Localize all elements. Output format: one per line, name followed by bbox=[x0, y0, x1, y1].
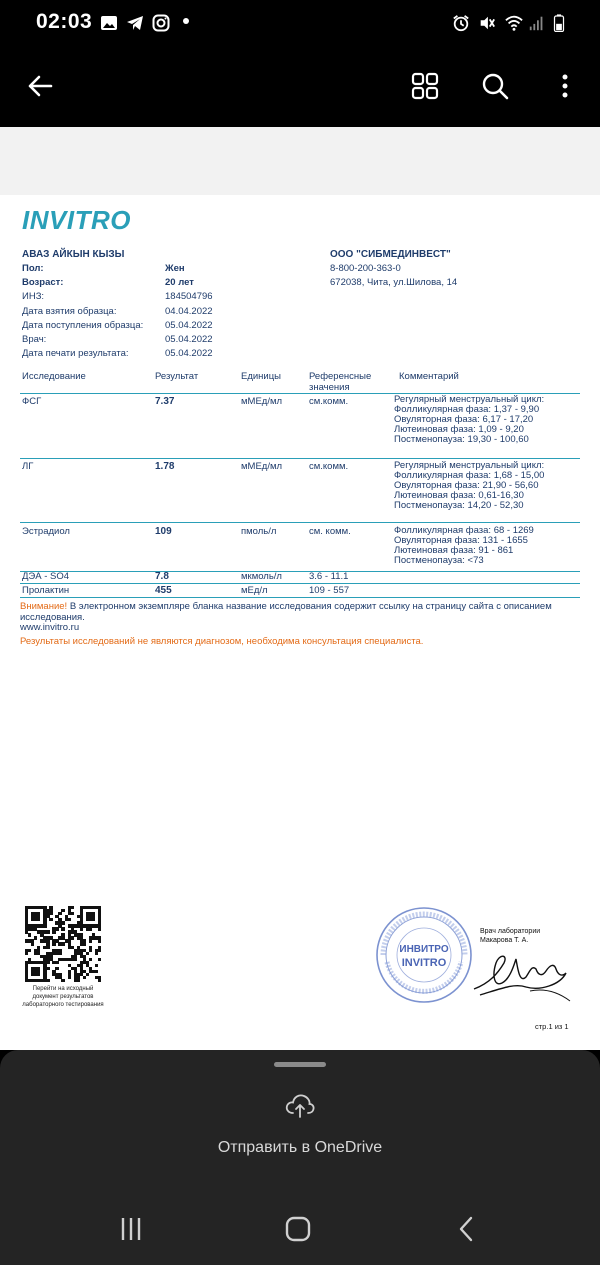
qr-module bbox=[71, 936, 74, 939]
qr-module bbox=[89, 927, 92, 930]
test-name-link[interactable]: ЛГ bbox=[22, 461, 34, 472]
notice-text-line2: исследования. bbox=[20, 612, 85, 623]
doctor-sign-title: Врач лаборатории bbox=[480, 928, 541, 935]
lab-address: 672038, Чита, ул.Шилова, 14 bbox=[330, 277, 458, 288]
website-link[interactable]: www.invitro.ru bbox=[20, 622, 80, 633]
notice-text: Внимание! В электронном экземпляре бланка название исследования содержит ссылку на страницу сайта с описанием bbox=[20, 601, 552, 612]
telegram-icon bbox=[126, 14, 144, 32]
qr-caption: Перейти на исходный документ результатов лабораторного тестирования bbox=[22, 986, 104, 1008]
qr-module bbox=[28, 949, 31, 952]
battery-icon bbox=[553, 14, 565, 32]
recent-apps-button[interactable] bbox=[91, 1205, 171, 1253]
qr-module bbox=[98, 958, 101, 961]
test-result: 7.37 bbox=[155, 396, 175, 407]
qr-module bbox=[61, 979, 64, 982]
qr-module bbox=[25, 952, 28, 955]
col-header-result: Результат bbox=[155, 371, 199, 382]
qr-module bbox=[61, 921, 64, 924]
test-unit: мМЕд/мл bbox=[241, 461, 283, 472]
inz-value: 184504796 bbox=[165, 291, 213, 302]
qr-module bbox=[68, 918, 71, 921]
qr-module bbox=[37, 918, 40, 921]
disclaimer-text: Результаты исследований не являются диагнозом, необходима консультация специалиста. bbox=[20, 636, 424, 647]
test-name-link[interactable]: Пролактин bbox=[22, 585, 70, 596]
document-viewer[interactable] bbox=[0, 127, 600, 1050]
age-label: Возраст: bbox=[22, 277, 64, 288]
send-to-onedrive-button[interactable] bbox=[0, 1090, 600, 1170]
table-divider bbox=[20, 597, 580, 598]
col-header-ref-line1: Референсные bbox=[309, 371, 372, 382]
chevron-left-icon bbox=[456, 1215, 476, 1243]
mute-icon bbox=[477, 14, 497, 32]
system-navigation-bar bbox=[0, 1193, 600, 1265]
col-header-units: Единицы bbox=[241, 371, 282, 382]
qr-module bbox=[55, 961, 58, 964]
test-result: 7.8 bbox=[155, 571, 169, 582]
test-result: 109 bbox=[155, 526, 172, 537]
more-options-button[interactable] bbox=[541, 62, 589, 110]
qr-module bbox=[61, 942, 64, 945]
qr-module bbox=[71, 912, 74, 915]
qr-module bbox=[58, 952, 61, 955]
test-comment: Фолликулярная фаза: 68 - 1269 Овуляторная фаза: 131 - 1655 Лютеиновая фаза: 91 - 861 Постменопауза: <73 bbox=[394, 525, 534, 566]
stamp-seal bbox=[375, 906, 473, 1004]
qr-module bbox=[74, 958, 77, 961]
signature bbox=[470, 943, 575, 1005]
sample-date-label: Дата взятия образца: bbox=[22, 306, 117, 317]
qr-module bbox=[98, 979, 101, 982]
qr-module bbox=[28, 933, 31, 936]
qr-module bbox=[98, 949, 101, 952]
table-divider bbox=[20, 522, 580, 523]
qr-module bbox=[86, 952, 89, 955]
qr-module bbox=[55, 927, 58, 930]
grid-view-button[interactable] bbox=[401, 62, 449, 110]
nav-back-button[interactable] bbox=[426, 1205, 506, 1253]
qr-module bbox=[37, 973, 40, 976]
test-ref: см. комм. bbox=[309, 526, 351, 537]
doctor-sign-name: Макарова Т. А. bbox=[480, 937, 529, 944]
col-header-test: Исследование bbox=[22, 371, 86, 382]
receipt-date-value: 05.04.2022 bbox=[165, 320, 213, 331]
col-header-ref-line2: значения bbox=[309, 382, 350, 393]
sample-date-value: 04.04.2022 bbox=[165, 306, 213, 317]
gallery-icon bbox=[100, 14, 118, 32]
cloud-upload-icon bbox=[285, 1093, 315, 1119]
test-result: 455 bbox=[155, 585, 172, 596]
share-sheet bbox=[0, 1050, 600, 1193]
svg-text:INVITRO: INVITRO bbox=[401, 957, 447, 969]
qr-module bbox=[46, 979, 49, 982]
qr-module bbox=[98, 927, 101, 930]
instagram-icon bbox=[152, 14, 170, 32]
qr-module bbox=[43, 924, 46, 927]
qr-module bbox=[95, 952, 98, 955]
print-date-value: 05.04.2022 bbox=[165, 348, 213, 359]
inz-label: ИНЗ: bbox=[22, 291, 45, 302]
arrow-left-icon bbox=[26, 72, 54, 100]
onedrive-label: Отправить в OneDrive bbox=[217, 1139, 383, 1156]
qr-module bbox=[46, 967, 49, 970]
signal-icon bbox=[528, 14, 546, 32]
notification-dot-icon bbox=[183, 18, 189, 24]
test-unit: мМЕд/мл bbox=[241, 396, 283, 407]
qr-module bbox=[89, 949, 92, 952]
qr-module bbox=[92, 918, 95, 921]
qr-module bbox=[61, 927, 64, 930]
back-button[interactable] bbox=[16, 62, 64, 110]
search-button[interactable] bbox=[471, 62, 519, 110]
doctor-label: Врач: bbox=[22, 334, 47, 345]
qr-module bbox=[61, 909, 64, 912]
qr-module bbox=[86, 973, 89, 976]
test-name-link[interactable]: Эстрадиол bbox=[22, 526, 70, 537]
test-ref: 109 - 557 bbox=[309, 585, 350, 596]
alarm-icon bbox=[451, 14, 471, 32]
qr-module bbox=[77, 979, 80, 982]
page-number: стр.1 из 1 bbox=[535, 1022, 569, 1031]
search-icon bbox=[481, 72, 509, 100]
qr-module bbox=[34, 936, 37, 939]
table-divider bbox=[20, 458, 580, 459]
sex-label: Пол: bbox=[22, 263, 44, 274]
qr-code[interactable] bbox=[25, 906, 101, 982]
table-divider bbox=[20, 583, 580, 584]
test-name-link[interactable]: ФСГ bbox=[22, 396, 42, 407]
test-ref: 3.6 - 11.1 bbox=[309, 571, 349, 582]
test-comment: Регулярный менструальный цикл: Фолликулярная фаза: 1,37 - 9,90 Овуляторная фаза: 6,17 - 17,20 Лютеиновая фаза: 1,09 - 9,20 Постменопауза: 19,30 - 100,60 bbox=[394, 394, 545, 445]
wifi-icon bbox=[503, 14, 525, 32]
home-icon bbox=[284, 1215, 312, 1243]
document-page bbox=[0, 195, 600, 1050]
lab-phone: 8-800-200-363-0 bbox=[330, 263, 401, 274]
qr-module bbox=[71, 906, 74, 909]
test-result: 1.78 bbox=[155, 461, 175, 472]
app-toolbar bbox=[0, 46, 600, 127]
home-button[interactable] bbox=[258, 1205, 338, 1253]
qr-module bbox=[49, 912, 52, 915]
qr-module bbox=[95, 970, 98, 973]
qr-module bbox=[95, 964, 98, 967]
qr-module bbox=[46, 961, 49, 964]
print-date-label: Дата печати результата: bbox=[22, 348, 129, 359]
sheet-handle[interactable] bbox=[274, 1062, 326, 1067]
qr-module bbox=[68, 976, 71, 979]
svg-text:ИНВИТРО: ИНВИТРО bbox=[399, 944, 449, 955]
qr-module bbox=[46, 946, 49, 949]
test-unit: мЕд/л bbox=[241, 585, 268, 596]
test-ref: см.комм. bbox=[309, 461, 349, 472]
qr-module bbox=[31, 942, 34, 945]
qr-module bbox=[98, 939, 101, 942]
status-time: 02:03 bbox=[36, 10, 93, 33]
qr-module bbox=[89, 939, 92, 942]
sex-value: Жен bbox=[165, 263, 185, 274]
patient-name: АВАЗ АЙКЫН КЫЗЫ bbox=[22, 249, 125, 260]
qr-module bbox=[89, 958, 92, 961]
col-header-comment: Комментарий bbox=[399, 371, 459, 382]
test-name-link[interactable]: ДЭА - SO4 bbox=[22, 571, 70, 582]
test-unit: мкмоль/л bbox=[241, 571, 282, 582]
receipt-date-label: Дата поступления образца: bbox=[22, 320, 144, 331]
qr-module bbox=[49, 918, 52, 921]
recent-apps-icon bbox=[118, 1216, 144, 1242]
table-divider bbox=[20, 571, 580, 572]
lab-name: ООО "СИБМЕДИНВЕСТ" bbox=[330, 249, 451, 260]
qr-module bbox=[52, 942, 55, 945]
qr-module bbox=[80, 927, 83, 930]
more-vertical-icon bbox=[561, 72, 569, 100]
test-comment: Регулярный менструальный цикл: Фолликулярная фаза: 1,68 - 15,00 Овуляторная фаза: 21,90 - 56,60 Лютеиновая фаза: 0,61-16,30 Постменопауза: 14,20 - 52,30 bbox=[394, 460, 545, 511]
qr-module bbox=[55, 967, 58, 970]
qr-module bbox=[58, 912, 61, 915]
age-value: 20 лет bbox=[165, 277, 194, 288]
invitro-logo: INVITRO bbox=[22, 205, 131, 235]
status-bar bbox=[0, 0, 600, 46]
qr-module bbox=[83, 976, 86, 979]
grid-icon bbox=[411, 72, 439, 100]
test-ref: см.комм. bbox=[309, 396, 349, 407]
qr-module bbox=[52, 930, 55, 933]
qr-module bbox=[46, 930, 49, 933]
qr-module bbox=[83, 942, 86, 945]
doctor-value: 05.04.2022 bbox=[165, 334, 213, 345]
test-unit: пмоль/л bbox=[241, 526, 277, 537]
